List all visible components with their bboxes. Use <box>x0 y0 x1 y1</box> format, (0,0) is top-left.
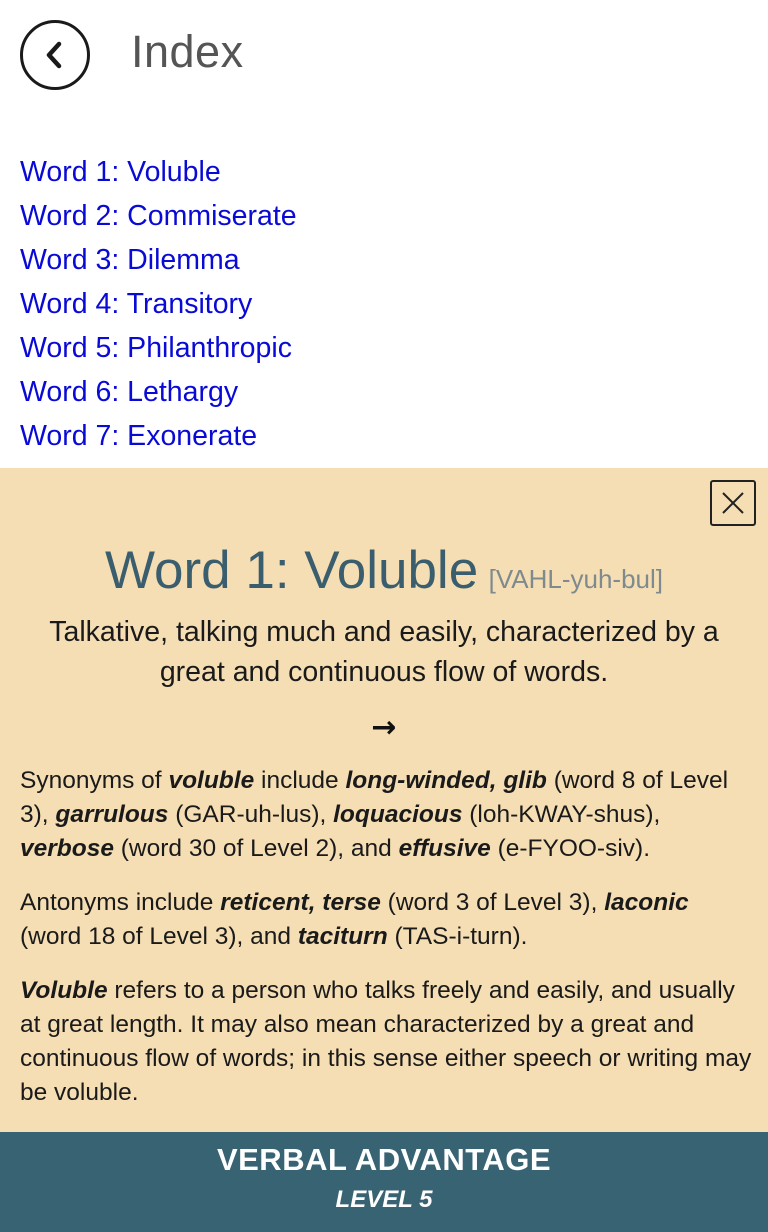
word-heading <box>0 540 768 601</box>
word-link-2[interactable]: Word 2: Commiserate <box>20 200 297 232</box>
antonyms-text: (TAS-i-turn). <box>387 923 528 950</box>
synonyms-term: long-winded, glib <box>345 767 547 794</box>
level-label: LEVEL 5 <box>335 1186 433 1213</box>
synonyms-text: (loh-KWAY-shus), <box>462 801 661 828</box>
footer-banner <box>0 1132 768 1232</box>
synonyms-text: (GAR-uh-lus), <box>168 801 334 828</box>
synonyms-term: voluble <box>168 767 255 794</box>
antonyms-text: (word 3 of Level 3), <box>380 889 605 916</box>
app-name: VERBAL ADVANTAGE <box>216 1142 552 1177</box>
page-title: Index <box>131 26 244 77</box>
word-link-6[interactable]: Word 6: Lethargy <box>20 376 239 408</box>
usage-term: Voluble <box>20 977 108 1004</box>
word-definition: Talkative, talking much and easily, characterized by a great and continuous flow of words. <box>49 616 719 688</box>
synonyms-text: (word 8 of Level 3), <box>20 767 729 828</box>
close-icon <box>719 489 747 517</box>
synonyms-text: (e-FYOO-siv). <box>490 835 651 862</box>
word-link-3[interactable]: Word 3: Dilemma <box>20 244 240 276</box>
usage-paragraph <box>20 974 752 1110</box>
word-link-5[interactable]: Word 5: Philanthropic <box>20 332 292 364</box>
synonyms-text: (word 30 of Level 2), and <box>113 835 399 862</box>
antonyms-paragraph <box>20 886 752 954</box>
word-title: Word 1: Voluble <box>104 541 479 600</box>
synonyms-term: effusive <box>398 835 491 862</box>
antonyms-term: taciturn <box>297 923 388 950</box>
word-link-1[interactable]: Word 1: Voluble <box>20 156 221 188</box>
antonyms-text: (word 18 of Level 3), and <box>20 923 298 950</box>
synonyms-term: verbose <box>20 835 114 862</box>
synonyms-text: Synonyms of <box>20 767 169 794</box>
synonyms-term: garrulous <box>55 801 169 828</box>
synonyms-paragraph <box>20 764 752 866</box>
antonyms-term: laconic <box>604 889 689 916</box>
synonyms-text: include <box>254 767 346 794</box>
next-arrow-icon[interactable]: → <box>371 710 397 745</box>
word-pronunciation: [VAHL-yuh-bul] <box>488 564 664 594</box>
close-button[interactable] <box>710 480 756 526</box>
chevron-left-icon <box>40 40 70 70</box>
usage-text: refers to a person who talks freely and easily, and usually at great length. It may also mean characterized by a great and continuous flow of words; in this sense either speech or writing may be voluble. <box>20 977 752 1106</box>
antonyms-text: Antonyms include <box>20 889 221 916</box>
word-index-list <box>20 150 748 458</box>
header <box>0 0 768 110</box>
synonyms-term: loquacious <box>333 801 463 828</box>
word-link-4[interactable]: Word 4: Transitory <box>20 288 253 320</box>
back-button[interactable] <box>20 20 90 90</box>
antonyms-term: reticent, terse <box>220 889 381 916</box>
word-link-7[interactable]: Word 7: Exonerate <box>20 420 258 452</box>
